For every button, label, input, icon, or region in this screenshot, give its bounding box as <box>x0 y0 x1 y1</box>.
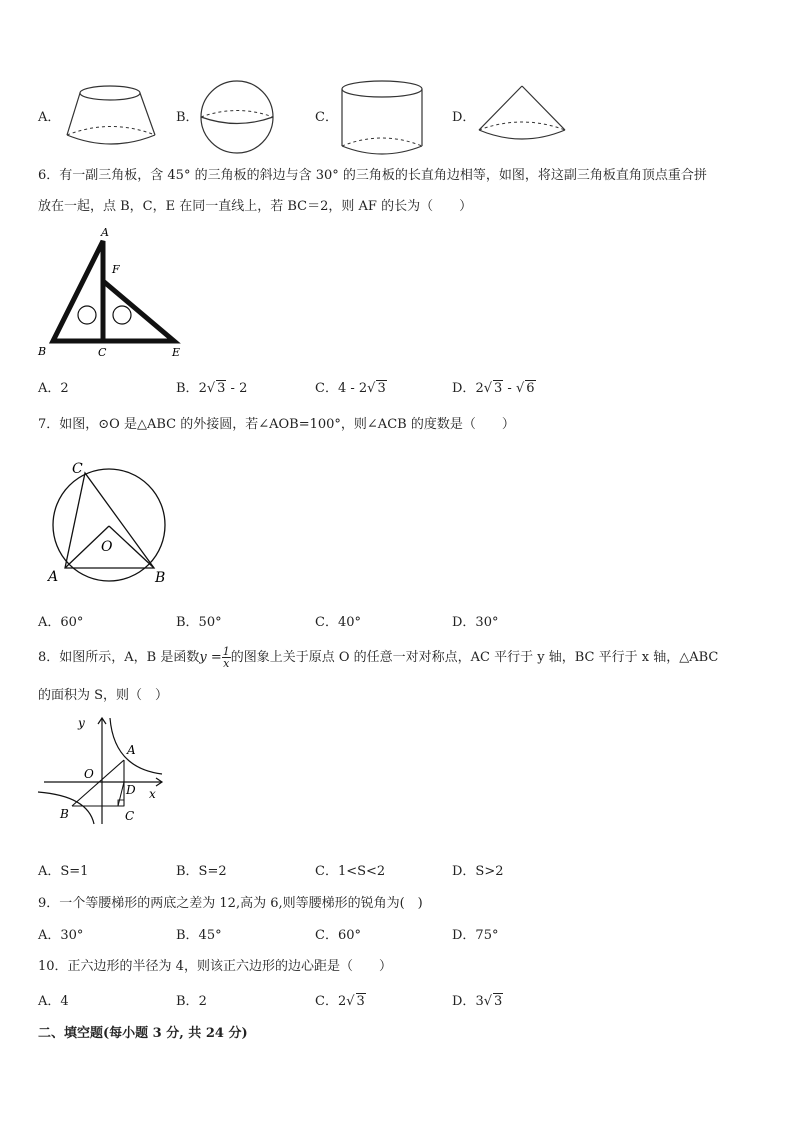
q8-function-lhs: y = <box>199 650 222 665</box>
q6-triangle-figure <box>36 226 186 362</box>
option-coefficient: 2 <box>198 381 207 396</box>
q8-option-b: B．S=2 <box>176 864 227 879</box>
q10-option-b <box>176 995 207 1008</box>
sqrt-expression: √ 3 <box>206 381 226 396</box>
q7-stem: 7．如图，⊙O 是△ABC 的外接圆，若∠AOB=100°，则∠ACB 的度数是（ ） <box>38 417 515 432</box>
q8-stem-line1 <box>38 646 718 670</box>
option-label: A． <box>38 381 61 396</box>
q9-option-b: B．45° <box>176 928 222 943</box>
q5-cylinder-figure <box>338 78 426 160</box>
fraction-numerator: 1 <box>222 645 230 658</box>
q6-label-f: F <box>112 263 120 276</box>
q10-option-a <box>38 995 69 1008</box>
q6-stem-line2: 放在一起，点 B，C，E 在同一直线上，若 BC＝2，则 AF 的长为（ ） <box>38 199 473 214</box>
q7-label-c: C <box>72 461 83 477</box>
q6-option-d <box>452 382 536 395</box>
q6-label-b: B <box>38 345 47 358</box>
q6-label-a: A <box>101 226 109 239</box>
q7-circle-figure <box>38 456 178 588</box>
q7-option-c: C．40° <box>315 615 361 630</box>
option-label: D． <box>452 994 476 1009</box>
q8-label-b: B <box>60 807 69 821</box>
q8-stem-line2: 的面积为 S，则（ ） <box>38 688 169 703</box>
sqrt-expression: √ 3 <box>483 381 503 396</box>
q7-label-a: A <box>48 569 59 585</box>
option-label: C． <box>315 994 338 1009</box>
q5-option-d-label: D． <box>452 110 476 125</box>
q7-label-o: O <box>101 539 113 555</box>
q8-label-a: A <box>127 743 136 757</box>
q8-label-d: D <box>126 783 136 797</box>
option-coefficient: 2 <box>475 381 484 396</box>
q5-option-a-label: A． <box>38 110 61 125</box>
q8-graph-figure <box>36 712 168 826</box>
option-coefficient: 2 <box>337 994 347 1009</box>
q8-label-x: x <box>149 787 156 801</box>
radicand: 3 <box>377 381 386 396</box>
option-label: A． <box>38 994 61 1009</box>
option-coefficient: 3 <box>475 994 484 1009</box>
option-label: B． <box>176 381 199 396</box>
radicand: 3 <box>217 381 226 396</box>
option-tail: - 2 <box>226 381 248 396</box>
q9-option-d: D．75° <box>452 928 499 943</box>
q6-label-e: E <box>172 346 181 359</box>
q5-option-b-label: B． <box>176 110 199 125</box>
q8-stem-suffix: 的图象上关于原点 O 的任意一对对称点，AC 平行于 y 轴，BC 平行于 x 轴，△ABC <box>230 650 719 665</box>
option-label: D． <box>452 381 476 396</box>
q8-stem-prefix: 8．如图所示，A，B 是函数 <box>38 650 200 665</box>
q8-option-d: D．S>2 <box>452 864 504 879</box>
q8-label-o: O <box>84 767 94 781</box>
q8-fraction <box>222 646 231 669</box>
fraction-denominator: x <box>223 657 230 670</box>
option-value: 2 <box>60 381 69 396</box>
option-value: 2 <box>198 994 207 1009</box>
q6-option-a <box>38 382 69 395</box>
radicand: 3 <box>356 994 365 1009</box>
q9-option-c: C．60° <box>315 928 361 943</box>
q6-option-b <box>176 382 247 395</box>
q5-cone-figure <box>476 84 568 150</box>
q6-label-c: C <box>98 346 107 359</box>
q6-stem-line1: 6．有一副三角板，含 45° 的三角板的斜边与含 30° 的三角板的长直角边相等，如图，将这副三角板直角顶点重合拼 <box>38 168 707 183</box>
sqrt-expression: √ 6 <box>515 381 535 396</box>
q7-option-b: B．50° <box>176 615 222 630</box>
q5-option-c-label: C． <box>315 110 338 125</box>
sqrt-expression: √ 3 <box>346 994 365 1009</box>
q5-frustum-figure <box>62 80 162 152</box>
radicand: 3 <box>494 994 503 1009</box>
q7-option-d: D．30° <box>452 615 499 630</box>
sqrt-expression: √ 3 <box>483 994 503 1009</box>
q7-label-b: B <box>155 570 166 586</box>
q8-option-c: C．1<S<2 <box>315 864 386 879</box>
q5-sphere-figure <box>198 80 278 156</box>
q7-option-a: A．60° <box>38 615 84 630</box>
option-coefficient: 4 - 2 <box>337 381 368 396</box>
q8-label-c: C <box>125 809 135 823</box>
option-label: C． <box>315 381 338 396</box>
radicand: 3 <box>494 381 503 396</box>
q10-option-d <box>452 995 503 1008</box>
section-2-heading: 二、填空题(每小题 3 分, 共 24 分) <box>38 1026 248 1041</box>
q10-stem: 10．正六边形的半径为 4，则该正六边形的边心距是（ ） <box>38 959 392 974</box>
option-label: B． <box>176 994 199 1009</box>
q8-label-y: y <box>78 716 85 730</box>
q9-option-a: A．30° <box>38 928 84 943</box>
q8-option-a: A．S=1 <box>38 864 89 879</box>
q6-option-c <box>315 382 387 395</box>
radicand: 6 <box>526 381 535 396</box>
q10-option-c <box>315 995 366 1008</box>
q9-stem: 9．一个等腰梯形的两底之差为 12,高为 6,则等腰梯形的锐角为( ) <box>38 896 423 911</box>
option-value: 4 <box>60 994 69 1009</box>
option-operator: - <box>503 381 516 396</box>
sqrt-expression: √ 3 <box>367 381 386 396</box>
